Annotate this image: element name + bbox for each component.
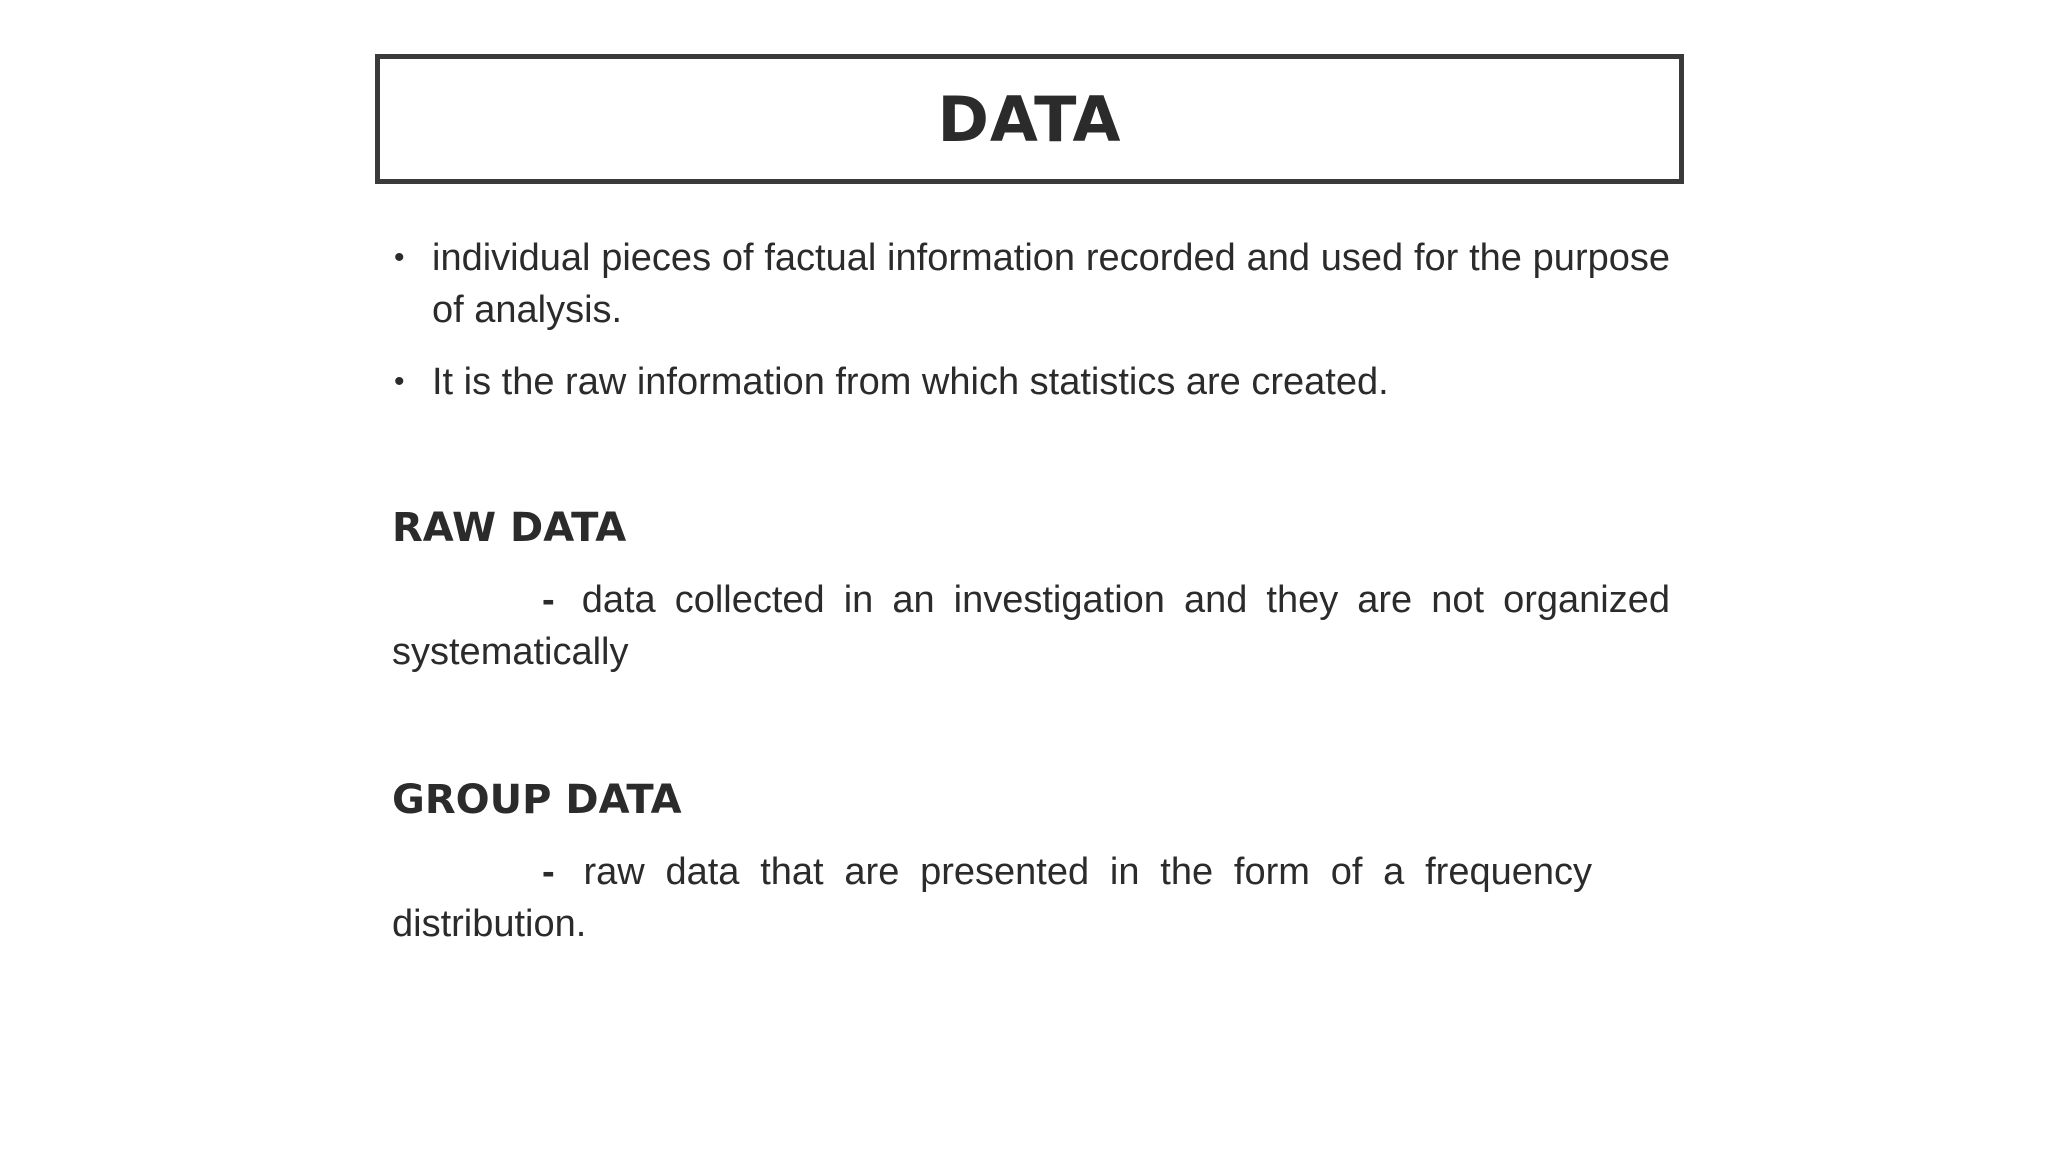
bullet-text: It is the raw information from which statistics are created. — [432, 361, 1389, 403]
bullet-marker: • — [394, 365, 405, 398]
section-heading: GROUP DATA — [392, 777, 682, 823]
section-definition — [392, 574, 1670, 678]
section-heading: RAW DATA — [392, 505, 627, 551]
definition-text: raw data that are presented in the form of a frequency distribution. — [392, 851, 1592, 945]
raw-data-section — [392, 502, 1670, 678]
dash-marker: - — [542, 579, 555, 621]
bullet-item — [392, 232, 1670, 336]
slide-title: DATA — [937, 82, 1122, 156]
group-data-section — [392, 774, 1592, 950]
title-box — [375, 54, 1684, 184]
definition-text: data collected in an investigation and they are not organized systematically — [392, 579, 1670, 673]
bullet-item — [392, 356, 1670, 408]
bullet-text: individual pieces of factual information recorded and used for the purpose of analysis. — [432, 237, 1670, 331]
section-definition — [392, 846, 1592, 950]
dash-marker: - — [542, 851, 555, 893]
bullet-list — [392, 232, 1670, 428]
bullet-marker: • — [394, 241, 405, 274]
